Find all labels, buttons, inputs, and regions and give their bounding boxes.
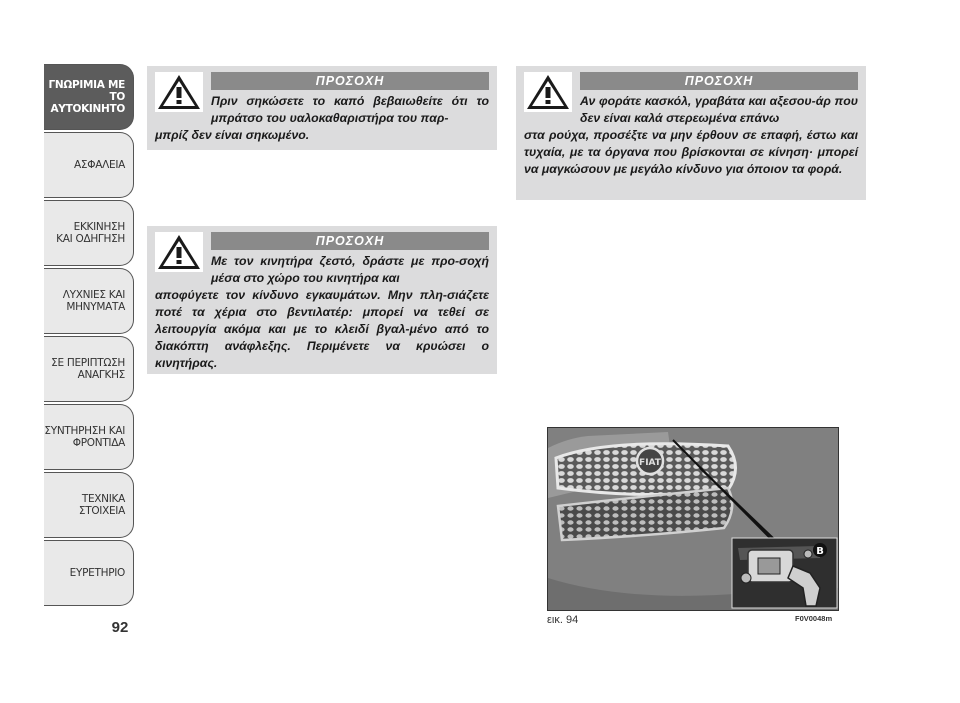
tab-label: ΑΣΦΑΛΕΙΑ: [74, 159, 125, 171]
tab-label: ΓΝΩΡΙΜΙΑ ΜΕ ΤΟ ΑΥΤΟΚΙΝΗΤΟ: [48, 79, 125, 115]
warning-box-hot-engine: [147, 226, 497, 374]
callout-label: B: [816, 546, 824, 557]
tab-maintenance[interactable]: [44, 404, 134, 470]
warning-triangle-icon: [155, 72, 203, 112]
tab-technical-data[interactable]: [44, 472, 134, 538]
figure-hood-latch: [547, 427, 839, 611]
warning-title: ΠΡΟΣΟΧΗ: [211, 232, 489, 250]
warning-title: ΠΡΟΣΟΧΗ: [211, 72, 489, 90]
warning-title: ΠΡΟΣΟΧΗ: [580, 72, 858, 90]
tab-safety[interactable]: [44, 132, 134, 198]
tab-index[interactable]: [44, 540, 134, 606]
warning-text-rest: στα ρούχα, προσέξτε να μην έρθουν σε επαφή, έστω και τυχαία, με τα όργανα που βρίσκονται σε κίνηση· μπορεί να μαγκώσουν με μεγάλο κίνδυνο για όποιον τα φορά.: [524, 128, 858, 176]
tab-emergency[interactable]: [44, 336, 134, 402]
page-number: 92: [111, 619, 129, 636]
figure-caption: εικ. 94: [547, 614, 579, 626]
warning-triangle-icon: [524, 72, 572, 112]
warning-box-clothing: [516, 66, 866, 200]
tab-label: ΛΥΧΝΙΕΣ ΚΑΙ ΜΗΝΥΜΑΤΑ: [62, 289, 125, 313]
warning-text-rest: μπρίζ δεν είναι σηκωμένο.: [155, 128, 310, 142]
tab-label: ΕΚΚΙΝΗΣΗ ΚΑΙ ΟΔΗΓΗΣΗ: [56, 221, 125, 245]
warning-triangle-icon: [155, 232, 203, 272]
tab-label: ΣΥΝΤΗΡΗΣΗ ΚΑΙ ΦΡΟΝΤΙΔΑ: [44, 425, 125, 449]
warning-text-first: Πριν σηκώσετε το καπό βεβαιωθείτε ότι το μπράτσο του υαλοκαθαριστήρα του παρ-: [211, 94, 489, 125]
chapter-tabs: [44, 64, 136, 614]
tab-label: ΤΕΧΝΙΚΑ ΣΤΟΙΧΕΙΑ: [78, 493, 125, 517]
warning-box-wiper: [147, 66, 497, 150]
tab-starting-driving[interactable]: [44, 200, 134, 266]
tab-label: ΣΕ ΠΕΡΙΠΤΩΣΗ ΑΝΑΓΚΗΣ: [51, 357, 125, 381]
warning-text-rest: αποφύγετε τον κίνδυνο εγκαυμάτων. Μην πλη-σιάζετε ποτέ τα χέρια στο βεντιλατέρ: μπορεί να τεθεί σε λειτουργία ακόμα και με το κλειδί βγαλ-μένο από το διακόπτη ανάφλεξης. Περιμένετε να κρυώσει ο κινητήρας.: [155, 288, 489, 370]
warning-text-first: Αν φοράτε κασκόλ, γραβάτα και αξεσου-άρ που δεν είναι καλά στερεωμένα επάνω: [580, 94, 858, 125]
logo-text: FIAT: [639, 458, 661, 468]
tab-lights-messages[interactable]: [44, 268, 134, 334]
figure-code: F0V0048m: [795, 614, 833, 623]
hood-latch-illustration: [548, 428, 838, 610]
tab-getting-to-know-car[interactable]: [44, 64, 134, 130]
warning-text-first: Με τον κινητήρα ζεστό, δράστε με προ-σοχή μέσα στο χώρο του κινητήρα και: [211, 254, 489, 285]
tab-label: ΕΥΡΕΤΗΡΙΟ: [69, 567, 125, 579]
